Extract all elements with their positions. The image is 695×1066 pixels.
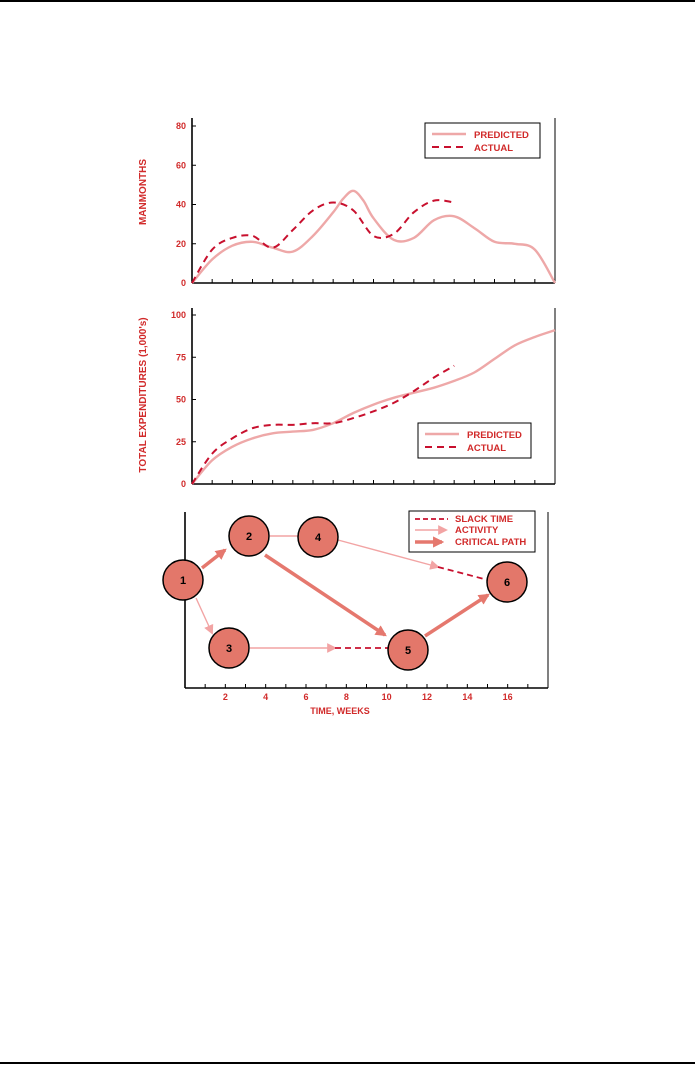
legend-predicted-label: PREDICTED (467, 430, 522, 441)
network-x-ticks (205, 684, 528, 702)
legend-slack-time-label: SLACK TIME (455, 514, 514, 525)
network-x-tick-label: 6 (303, 692, 309, 702)
manmonths-y-tick-label: 0 (180, 278, 186, 288)
network-x-tick-label: 8 (343, 692, 349, 702)
network-x-label: TIME, WEEKS (310, 706, 370, 716)
expenditures-predicted-line (192, 330, 555, 484)
node-6 (487, 562, 527, 602)
expenditures-actual-line (192, 366, 454, 484)
expenditures-chart (138, 308, 555, 489)
network-legend (409, 511, 535, 552)
legend-actual-label: ACTUAL (474, 143, 514, 154)
activity-arrow-1-3 (196, 598, 212, 633)
expenditures-legend (418, 423, 531, 458)
network-x-tick-label: 12 (421, 692, 433, 702)
expenditures-y-tick-label: 25 (175, 436, 186, 447)
manmonths-y-tick-label: 40 (175, 199, 186, 210)
node-5-label: 5 (404, 645, 412, 657)
node-1-label: 1 (179, 575, 187, 587)
manmonths-y-tick-label: 80 (175, 121, 186, 131)
legend-actual-label: ACTUAL (467, 443, 507, 454)
node-5 (388, 630, 428, 670)
manmonths-actual-line (192, 200, 454, 283)
legend-critical-path-label: CRITICAL PATH (455, 537, 527, 548)
legend-predicted-label: PREDICTED (474, 130, 529, 141)
node-3 (209, 628, 249, 668)
manmonths-y-label: MANMONTHS (138, 158, 149, 226)
manmonths-y-tick-label: 60 (175, 160, 186, 171)
node-6-label: 6 (503, 577, 511, 589)
expenditures-y-tick-label: 75 (175, 352, 186, 363)
manmonths-predicted-line (192, 191, 555, 283)
manmonths-legend (425, 123, 540, 158)
slack-line-4-6 (438, 567, 488, 580)
network-x-tick-label: 2 (222, 692, 228, 702)
network-x-tick-label: 4 (263, 692, 269, 702)
critical-arrow-2-5 (265, 555, 385, 635)
legend-activity-label: ACTIVITY (455, 525, 499, 536)
network-x-tick-label: 10 (381, 692, 392, 702)
network-diagram (163, 511, 548, 716)
expenditures-y-tick-label: 100 (170, 310, 186, 320)
node-4 (298, 517, 338, 557)
node-3-label: 3 (225, 643, 233, 655)
manmonths-chart (138, 118, 555, 288)
expenditures-y-label: TOTAL EXPENDITURES (1,000's) (138, 317, 149, 473)
node-2-label: 2 (245, 531, 253, 543)
expenditures-y-tick-label: 0 (180, 479, 186, 489)
critical-arrow-5-6 (425, 595, 488, 636)
node-2 (229, 516, 269, 556)
node-4-label: 4 (314, 532, 322, 544)
node-1 (163, 560, 203, 600)
expenditures-y-tick-label: 50 (175, 394, 186, 405)
network-x-tick-label: 16 (502, 692, 513, 702)
manmonths-y-ticks (176, 121, 196, 288)
network-x-tick-label: 14 (462, 692, 473, 702)
critical-arrow-1-2 (202, 550, 225, 568)
manmonths-y-tick-label: 20 (175, 238, 186, 249)
